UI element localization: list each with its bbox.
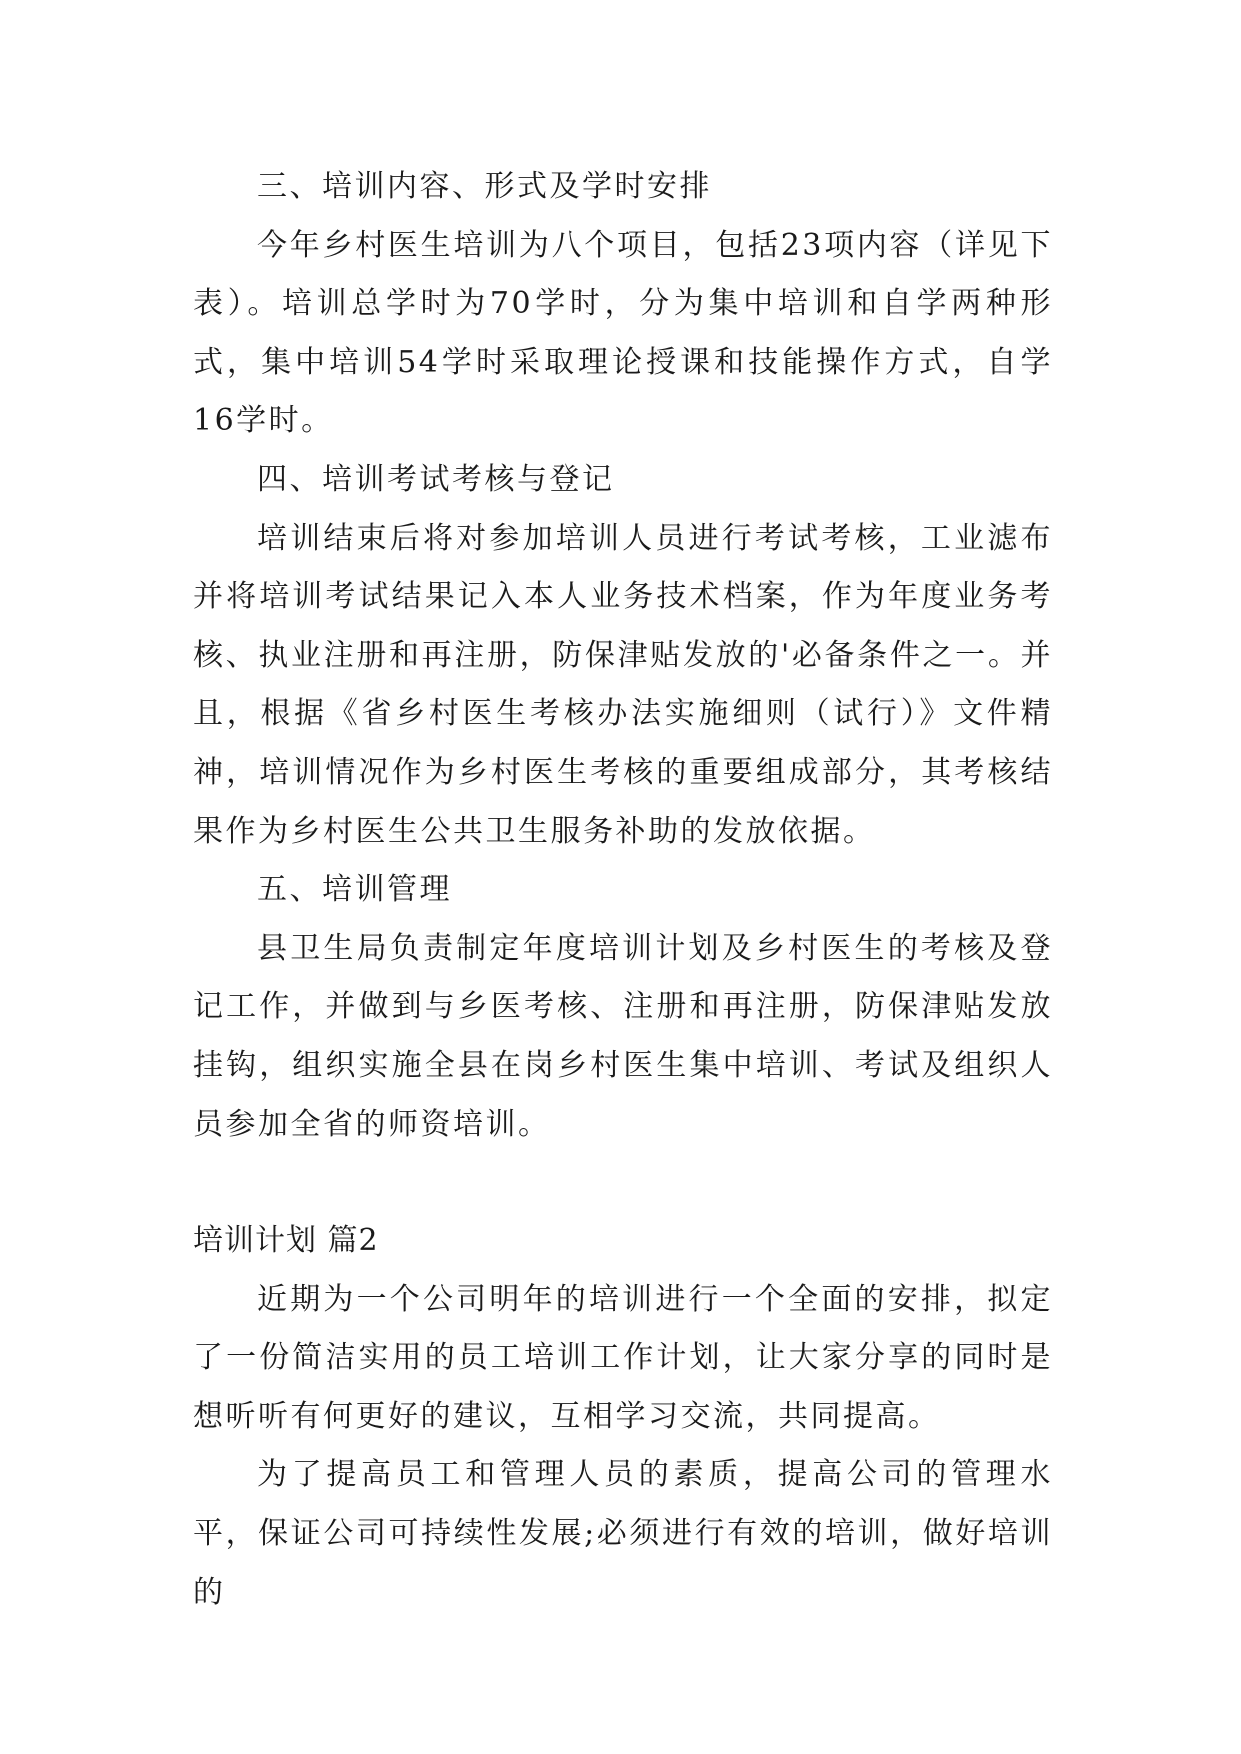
paragraph-exam-assessment: 培训结束后将对参加培训人员进行考试考核，工业滤布并将培训考试结果记入本人业务技术档案，作为年度业务考核、执业注册和再注册，防保津贴发放的'必备条件之一。并且，根据《省乡村医生考核办法实施细则（试行）》文件精神，培训情况作为乡村医生考核的重要组成部分，其考核结果作为乡村医生公共卫生服务补助的发放依据。: [193, 520, 1053, 849]
section-title-training-management: 五、培训管理: [257, 872, 452, 908]
paragraph-purpose: 为了提高员工和管理人员的素质，提高公司的管理水平，保证公司可持续性发展;必须进行有效的培训，做好培训的: [193, 1457, 1053, 1610]
paragraph-training-content: 今年乡村医生培训为八个项目，包括23项内容（详见下表）。培训总学时为70学时，分为集中培训和自学两种形式，集中培训54学时采取理论授课和技能操作方式，自学16学时。: [193, 227, 1053, 439]
section-title-exam-assessment: 四、培训考试考核与登记: [257, 461, 615, 497]
document-body: [193, 158, 1053, 1622]
section-title-training-content: 三、培训内容、形式及学时安排: [257, 169, 712, 204]
paragraph-intro-plan: 近期为一个公司明年的培训进行一个全面的安排，拟定了一份简洁实用的员工培训工作计划，让大家分享的同时是想听听有何更好的建议，互相学习交流，共同提高。: [193, 1281, 1053, 1434]
document-heading-part-2: 培训计划 篇2: [193, 1223, 379, 1259]
paragraph-training-management: 县卫生局负责制定年度培训计划及乡村医生的考核及登记工作，并做到与乡医考核、注册和再注册，防保津贴发放挂钩，组织实施全县在岗乡村医生集中培训、考试及组织人员参加全省的师资培训。: [193, 930, 1053, 1142]
